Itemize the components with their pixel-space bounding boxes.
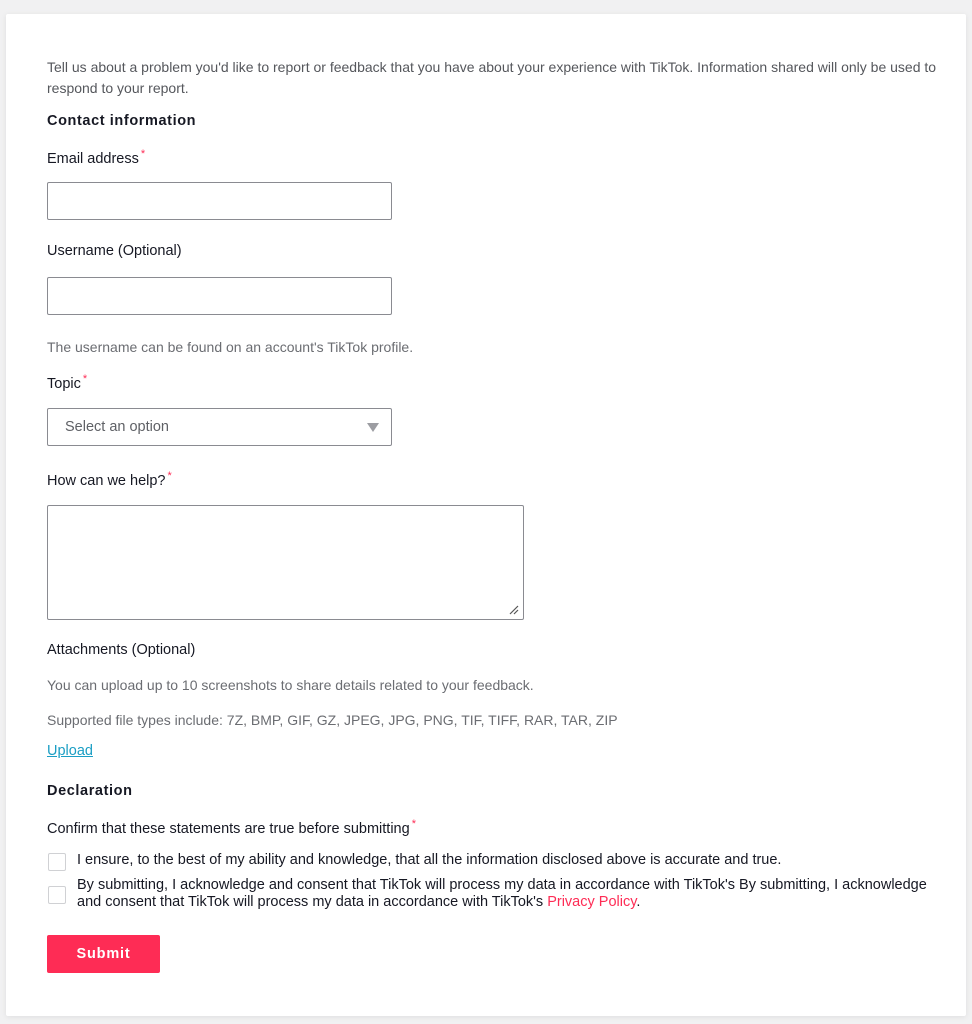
declaration-section-title: Declaration <box>47 783 133 799</box>
username-label: Username (Optional) <box>47 243 182 259</box>
consent-checkbox[interactable] <box>48 886 66 904</box>
upload-link[interactable]: Upload <box>47 743 93 759</box>
required-mark: * <box>82 373 88 385</box>
email-label: Email address * <box>47 148 146 167</box>
chevron-down-icon <box>367 423 379 432</box>
file-types-text: Supported file types include: 7Z, BMP, GIF, GZ, JPEG, JPG, PNG, TIF, TIFF, RAR, TAR, ZIP <box>47 712 618 728</box>
attachments-label: Attachments (Optional) <box>47 642 196 658</box>
accuracy-checkbox[interactable] <box>48 853 66 871</box>
required-mark: * <box>411 818 416 830</box>
help-textarea[interactable] <box>47 505 524 620</box>
resize-handle-icon[interactable] <box>509 605 519 615</box>
email-input[interactable] <box>47 182 392 220</box>
consent-statement: By submitting, I acknowledge and consent that TikTok will process my data in accordance with TikTok's By submitting, I acknowledge and consent that TikTok will process my data in accordance with TikTok's Privacy Policy. <box>77 877 927 910</box>
required-mark: * <box>140 148 146 160</box>
confirm-label: Confirm that these statements are true before submitting * <box>47 818 416 837</box>
accuracy-statement: I ensure, to the best of my ability and knowledge, that all the information disclosed above is accurate and true. <box>77 852 782 868</box>
submit-button[interactable]: Submit <box>47 935 160 973</box>
intro-text: Tell us about a problem you'd like to report or feedback that you have about your experience with TikTok. Information shared will only be used to respond to your report. <box>47 59 937 96</box>
attachments-helper-text: You can upload up to 10 screenshots to share details related to your feedback. <box>47 677 534 693</box>
username-helper-text: The username can be found on an account's TikTok profile. <box>47 339 414 355</box>
feedback-form-card <box>6 14 966 1016</box>
contact-section-title: Contact information <box>47 113 197 129</box>
username-input[interactable] <box>47 277 392 315</box>
topic-select-value: Select an option <box>65 419 169 435</box>
privacy-policy-link[interactable]: Privacy Policy <box>547 894 637 910</box>
required-mark: * <box>167 470 172 482</box>
help-label: How can we help? * <box>47 470 172 489</box>
topic-select[interactable] <box>47 408 392 446</box>
topic-label: Topic * <box>47 373 88 392</box>
